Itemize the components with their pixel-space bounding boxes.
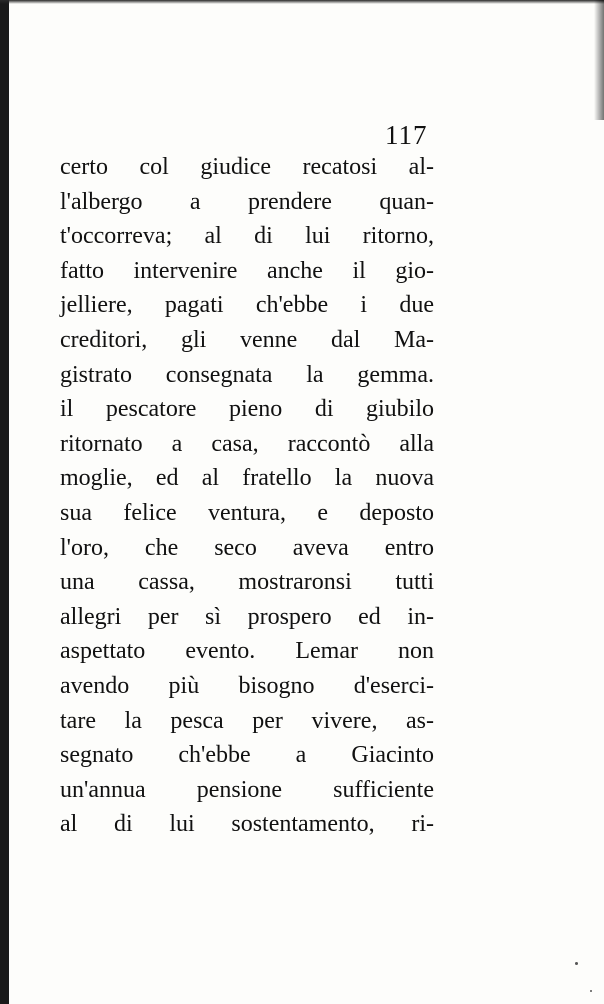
text-line: gistrato consegnata la gemma. [60,361,434,388]
page-right-edge-marks [594,0,604,120]
text-line: moglie, ed al fratello la nuova [60,465,434,492]
text-line: l'oro, che seco aveva entro [60,534,434,561]
paper-speck [575,962,578,965]
text-line: aspettato evento. Lemar non [60,638,434,665]
text-line: t'occorreva; al di lui ritorno, [60,223,434,250]
text-line: fatto intervenire anche il gio- [60,257,434,284]
page-number: 117 [385,120,428,150]
paper-speck [590,990,592,992]
text-line: allegri per sì prospero ed in- [60,603,434,630]
text-line: sua felice ventura, e deposto [60,499,434,526]
text-line: l'albergo a prendere quan- [60,188,434,215]
text-line: al di lui sostentamento, ri- [60,811,434,838]
text-line: il pescatore pieno di giubilo [60,396,434,423]
text-line: creditori, gli venne dal Ma- [60,326,434,353]
text-line: avendo più bisogno d'eserci- [60,672,434,699]
page-top-edge [0,0,604,4]
text-line: un'annua pensione sufficiente [60,776,434,803]
page-binding-edge [0,0,9,1004]
text-line: ritornato a casa, raccontò alla [60,430,434,457]
text-line: segnato ch'ebbe a Giacinto [60,742,434,769]
text-line: tare la pesca per vivere, as- [60,707,434,734]
body-text [60,150,434,842]
text-line: una cassa, mostraronsi tutti [60,569,434,596]
text-line: certo col giudice recatosi al- [60,154,434,180]
text-line: jelliere, pagati ch'ebbe i due [60,292,434,319]
